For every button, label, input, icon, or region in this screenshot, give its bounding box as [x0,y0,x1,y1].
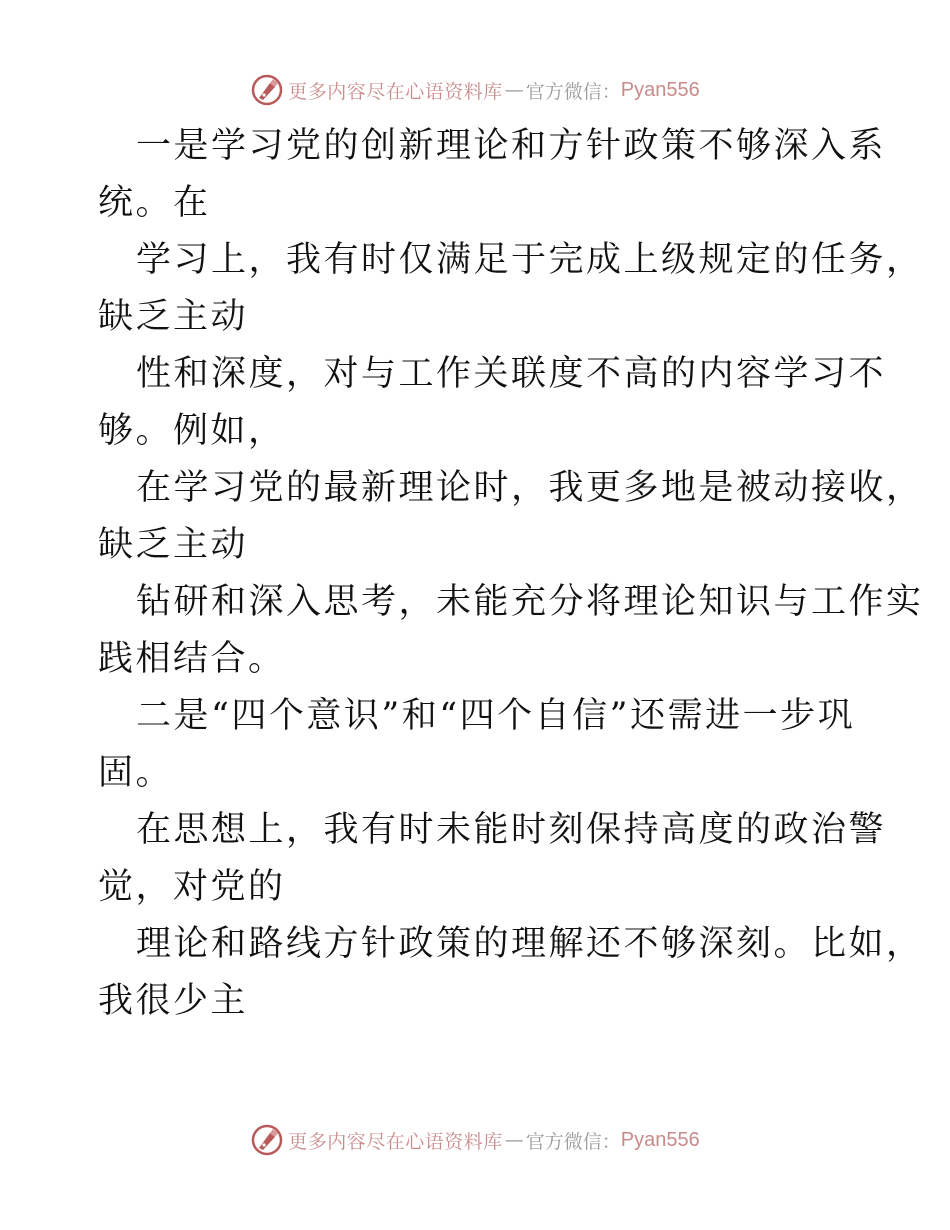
text-line: 觉，对党的 [98,867,286,907]
banner-wechat-label: 官方微信： [525,80,621,103]
text-line: 够。例如， [98,411,286,451]
text-line: 在学习党的最新理论时，我更多地是被动接收， [136,468,924,508]
banner-separator: — [504,79,524,101]
banner-separator: — [504,1129,524,1151]
text-line: 我很少主 [98,981,249,1021]
banner-promo-text: 更多内容尽在心语资料库 [288,80,503,103]
text-line: 理论和路线方针政策的理解还不够深刻。比如， [136,924,924,964]
pen-nib-logo-icon [250,1123,284,1157]
text-line: 性和深度，对与工作关联度不高的内容学习不 [136,354,887,394]
text-line: 一是学习党的创新理论和方针政策不够深入系 [136,126,887,166]
document-body [98,118,924,1030]
banner-wechat-id: Pyan556 [620,1128,700,1151]
text-line: 缺乏主动 [98,525,249,565]
text-line: 固。 [98,753,174,793]
text-line: 学习上，我有时仅满足于完成上级规定的任务， [136,240,924,280]
pen-nib-logo-icon [250,73,284,107]
text-line: 在思想上，我有时未能时刻保持高度的政治警 [136,810,887,850]
text-line: 践相结合。 [98,639,286,679]
text-line: 统。在 [98,183,211,223]
banner-wechat-label: 官方微信： [525,1130,621,1153]
text-line: 钻研和深入思考，未能充分将理论知识与工作实 [136,582,924,622]
banner-wechat-id: Pyan556 [620,78,700,101]
footer-banner [0,1120,950,1160]
header-banner [0,70,950,110]
text-line: 二是“四个意识”和“四个自信”还需进一步巩 [136,696,856,736]
text-line: 缺乏主动 [98,297,249,337]
banner-promo-text: 更多内容尽在心语资料库 [288,1130,503,1153]
